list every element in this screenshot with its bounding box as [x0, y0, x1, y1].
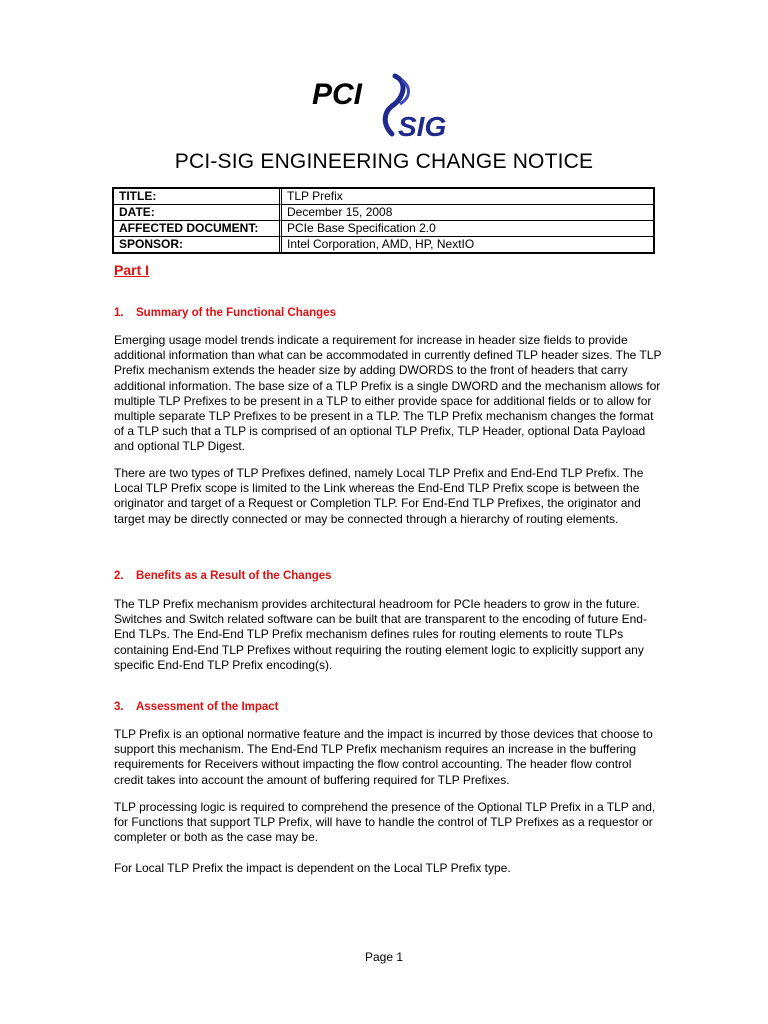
- section-title: Summary of the Functional Changes: [136, 307, 336, 319]
- section-1-heading: [114, 307, 336, 319]
- logo-pci-text: PCI: [312, 78, 363, 111]
- table-row: [114, 205, 653, 221]
- section-number: 1.: [114, 307, 124, 319]
- meta-label-date: DATE:: [114, 205, 282, 221]
- pci-sig-logo: [300, 72, 470, 142]
- meta-label-sponsor: SPONSOR:: [114, 237, 282, 252]
- document-title: PCI-SIG ENGINEERING CHANGE NOTICE: [174, 150, 594, 173]
- meta-value-sponsor: Intel Corporation, AMD, HP, NextIO: [287, 237, 475, 251]
- meta-value-date: December 15, 2008: [282, 205, 653, 221]
- section-3-heading: [114, 701, 279, 713]
- table-row: [114, 221, 653, 237]
- part-heading: Part I: [114, 262, 150, 278]
- section-2-heading: [114, 570, 332, 582]
- section-1-paragraph-1: Emerging usage model trends indicate a requirement for increase in header size fields to provide additional information than what can be accommodated in currently defined TLP header sizes. The TLP Prefix mechanism extends the header size by adding DWORDS to the front of headers that carry additional information. The base size of a TLP Prefix is a single DWORD and the mechanism allows for multiple TLP Prefixes to be present in a TLP to either provide space for additional fields or to allow for multiple separate TLP Prefixes to be present in a TLP. The TLP Prefix mechanism changes the format of a TLP such that a TLP is comprised of an optional TLP Prefix, TLP Header, optional Data Payload and optional TLP Digest.: [114, 333, 662, 454]
- section-3-paragraph-2: TLP processing logic is required to comprehend the presence of the Optional TLP Prefix in a TLP and, for Functions that support TLP Prefix, will have to handle the control of TLP Prefixes as a requestor or completer or both as the case may be.: [114, 800, 656, 845]
- section-number: 2.: [114, 570, 124, 582]
- table-row: [114, 237, 653, 252]
- table-row: [114, 189, 653, 205]
- section-title: Benefits as a Result of the Changes: [136, 570, 332, 582]
- page-number: Page 1: [364, 950, 404, 964]
- meta-value-affected-document: PCIe Base Specification 2.0: [282, 221, 653, 237]
- section-number: 3.: [114, 701, 124, 713]
- section-3-paragraph-1: TLP Prefix is an optional normative feature and the impact is incurred by those devices that choose to support this mechanism. The End-End TLP Prefix mechanism requires an increase in the buffering requirements for Receivers without impacting the flow control accounting. The header flow control credit takes into account the amount of buffering required for TLP Prefixes.: [114, 727, 653, 787]
- section-1-paragraph-2: There are two types of TLP Prefixes defined, namely Local TLP Prefix and End-End TLP Prefix. The Local TLP Prefix scope is limited to the Link whereas the End-End TLP Prefix scope is between the originator and target of a Request or Completion TLP. For End-End TLP Prefixes, the originator and target may be directly connected or may be connected through a hierarchy of routing elements.: [114, 466, 644, 526]
- meta-label-title: TITLE:: [114, 189, 282, 205]
- metadata-table: [112, 187, 655, 254]
- section-3-paragraph-3: For Local TLP Prefix the impact is dependent on the Local TLP Prefix type.: [114, 861, 511, 875]
- logo-sig-text: SIG: [398, 111, 447, 142]
- section-title: Assessment of the Impact: [136, 701, 279, 713]
- section-2-paragraph-1: The TLP Prefix mechanism provides architectural headroom for PCIe headers to grow in the future. Switches and Switch related software can be built that are transparent to the encoding of future End-End TLPs. The End-End TLP Prefix mechanism defines rules for routing elements to route TLPs containing End-End TLP Prefixes without requiring the routing element logic to explicitly support any specific End-End TLP Prefix encoding(s).: [114, 597, 647, 672]
- meta-label-affected-document: AFFECTED DOCUMENT:: [114, 221, 282, 237]
- meta-value-title: TLP Prefix: [282, 189, 653, 205]
